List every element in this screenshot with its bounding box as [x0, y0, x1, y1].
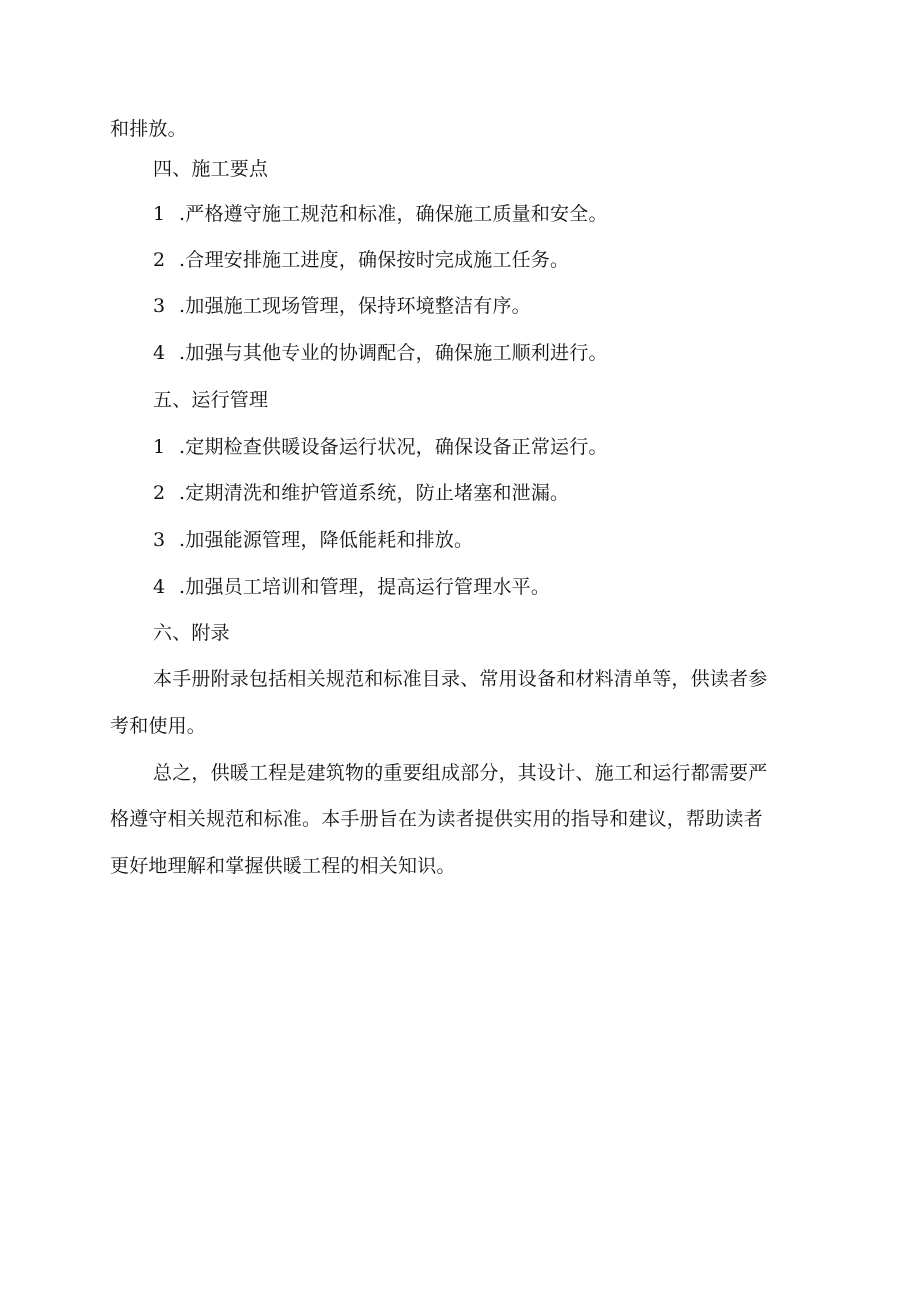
- list-item-text: .定期清洗和维护管道系统，防止堵塞和泄漏。: [179, 482, 570, 504]
- list-item-text: .严格遵守施工规范和标准，确保施工质量和安全。: [179, 203, 608, 225]
- section-heading-construction: 四、施工要点: [153, 158, 269, 180]
- list-item-number: 1: [153, 203, 166, 225]
- list-item-number: 4: [153, 342, 166, 364]
- list-item-text: .合理安排施工进度，确保按时完成施工任务。: [179, 249, 570, 271]
- list-item-number: 1: [153, 436, 166, 458]
- list-item-number: 3: [153, 529, 166, 551]
- paragraph-line: 本手册附录包括相关规范和标准目录、常用设备和材料清单等，供读者参: [153, 668, 768, 690]
- conclusion-line: 总之，供暖工程是建筑物的重要组成部分，其设计、施工和运行都需要严: [153, 762, 768, 784]
- list-item: [153, 528, 473, 552]
- paragraph-line: 考和使用。: [110, 715, 207, 737]
- list-item-number: 4: [153, 576, 166, 598]
- list-item-text: .加强能源管理，降低能耗和排放。: [179, 529, 474, 551]
- section-heading-appendix: 六、附录: [153, 622, 230, 644]
- conclusion-line: 更好地理解和掌握供暖工程的相关知识。: [110, 855, 456, 877]
- list-item: [153, 341, 608, 365]
- list-item-text: .加强员工培训和管理，提高运行管理水平。: [179, 576, 551, 598]
- list-item: [153, 202, 608, 226]
- list-item-text: .定期检查供暖设备运行状况，确保设备正常运行。: [179, 436, 608, 458]
- conclusion-line: 格遵守相关规范和标准。本手册旨在为读者提供实用的指导和建议，帮助读者: [110, 808, 763, 830]
- list-item: [153, 481, 569, 505]
- list-item-number: 2: [153, 249, 166, 271]
- list-item-number: 2: [153, 482, 166, 504]
- list-item-text: .加强与其他专业的协调配合，确保施工顺利进行。: [179, 342, 608, 364]
- list-item-number: 3: [153, 295, 166, 317]
- list-item: [153, 248, 569, 272]
- section-heading-operation: 五、运行管理: [153, 389, 269, 411]
- continuation-text: 和排放。: [110, 118, 187, 140]
- list-item: [153, 294, 531, 318]
- list-item: [153, 435, 608, 459]
- list-item-text: .加强施工现场管理，保持环境整洁有序。: [179, 295, 531, 317]
- list-item: [153, 575, 550, 599]
